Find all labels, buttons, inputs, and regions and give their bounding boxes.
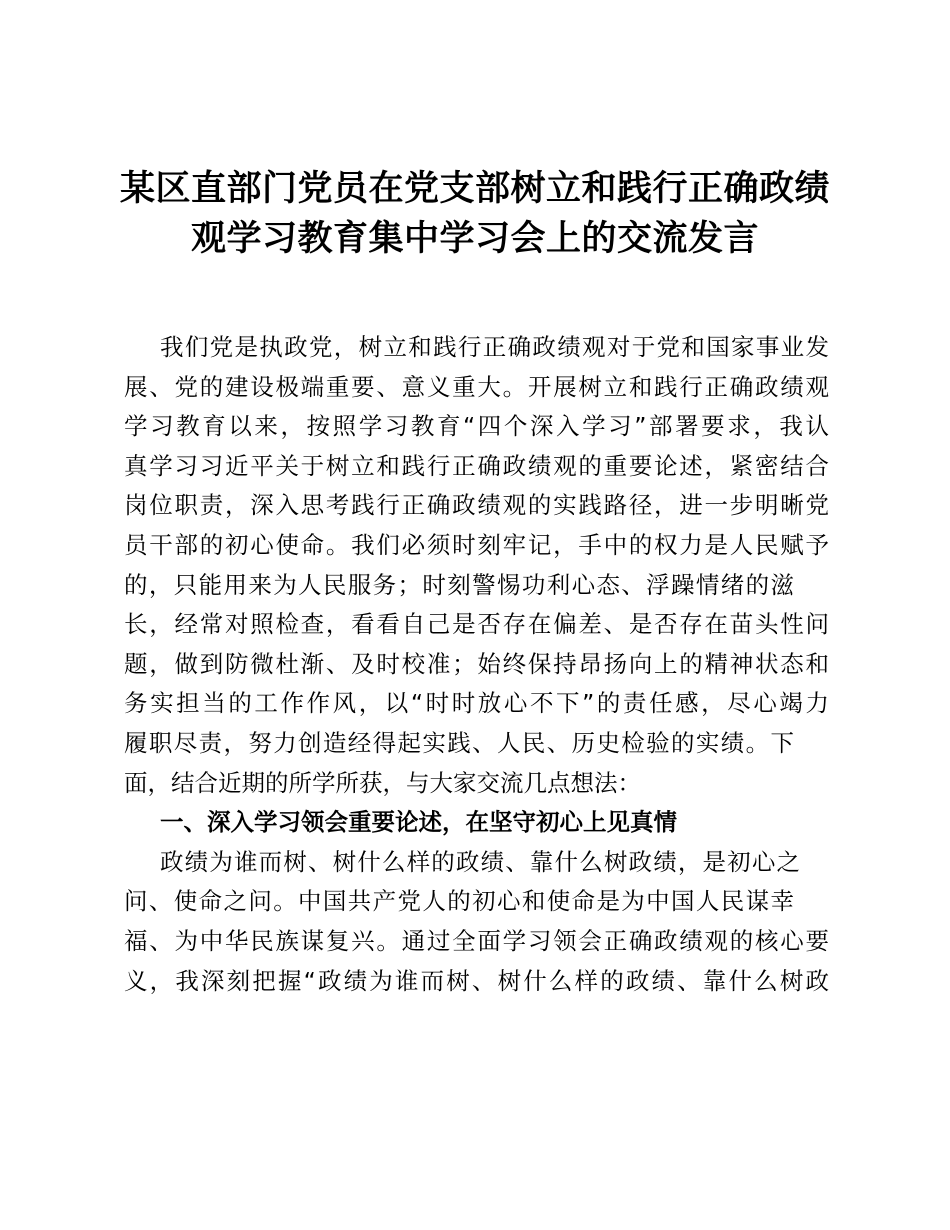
paragraph-1-line: 的，只能用来为人民服务；时刻警惕功利心态、浮躁情绪的滋 bbox=[124, 570, 794, 599]
paragraph-1-line: 岗位职责，深入思考践行正确政绩观的实践路径，进一步明晰党 bbox=[124, 491, 829, 520]
paragraph-1-line: 我们党是执政党，树立和践行正确政绩观对于党和国家事业发 bbox=[160, 333, 829, 361]
paragraph-1-line: 面，结合近期的所学所获，与大家交流几点想法： bbox=[124, 768, 641, 797]
paragraph-2-line: 义，我深刻把握“政绩为谁而树、树什么样的政绩、靠什么树政 bbox=[124, 966, 829, 995]
paragraph-2-line: 政绩为谁而树、树什么样的政绩、靠什么树政绩，是初心之 bbox=[160, 847, 800, 876]
document-title bbox=[100, 164, 850, 264]
paragraph-1-line: 长，经常对照检查，看看自己是否存在偏差、是否存在苗头性问 bbox=[124, 610, 829, 639]
title-line-1: 某区直部门党员在党支部树立和践行正确政绩 bbox=[119, 168, 830, 209]
paragraph-2-line: 问、使命之问。中国共产党人的初心和使命是为中国人民谋幸 bbox=[124, 887, 794, 916]
paragraph-2-line: 福、为中华民族谋复兴。通过全面学习领会正确政绩观的核心要 bbox=[124, 926, 829, 955]
title-line-2: 观学习教育集中学习会上的交流发言 bbox=[190, 218, 759, 259]
section-heading-1: 一、深入学习领会重要论述，在坚守初心上见真情 bbox=[160, 808, 677, 837]
paragraph-1-line: 展、党的建设极端重要、意义重大。开展树立和践行正确政绩观 bbox=[124, 372, 829, 401]
paragraph-1-line: 学习教育以来，按照学习教育“四个深入学习”部署要求，我认 bbox=[124, 412, 829, 441]
document-body bbox=[124, 328, 829, 1001]
paragraph-1-line: 真学习习近平关于树立和践行正确政绩观的重要论述，紧密结合 bbox=[124, 451, 829, 480]
paragraph-1-line: 务实担当的工作作风，以“时时放心不下”的责任感，尽心竭力 bbox=[124, 689, 829, 718]
paragraph-1-line: 题，做到防微杜渐、及时校准；始终保持昂扬向上的精神状态和 bbox=[124, 649, 829, 678]
paragraph-1-line: 员干部的初心使命。我们必须时刻牢记，手中的权力是人民赋予 bbox=[124, 530, 829, 559]
paragraph-1-line: 履职尽责，努力创造经得起实践、人民、历史检验的实绩。下 bbox=[124, 728, 794, 757]
